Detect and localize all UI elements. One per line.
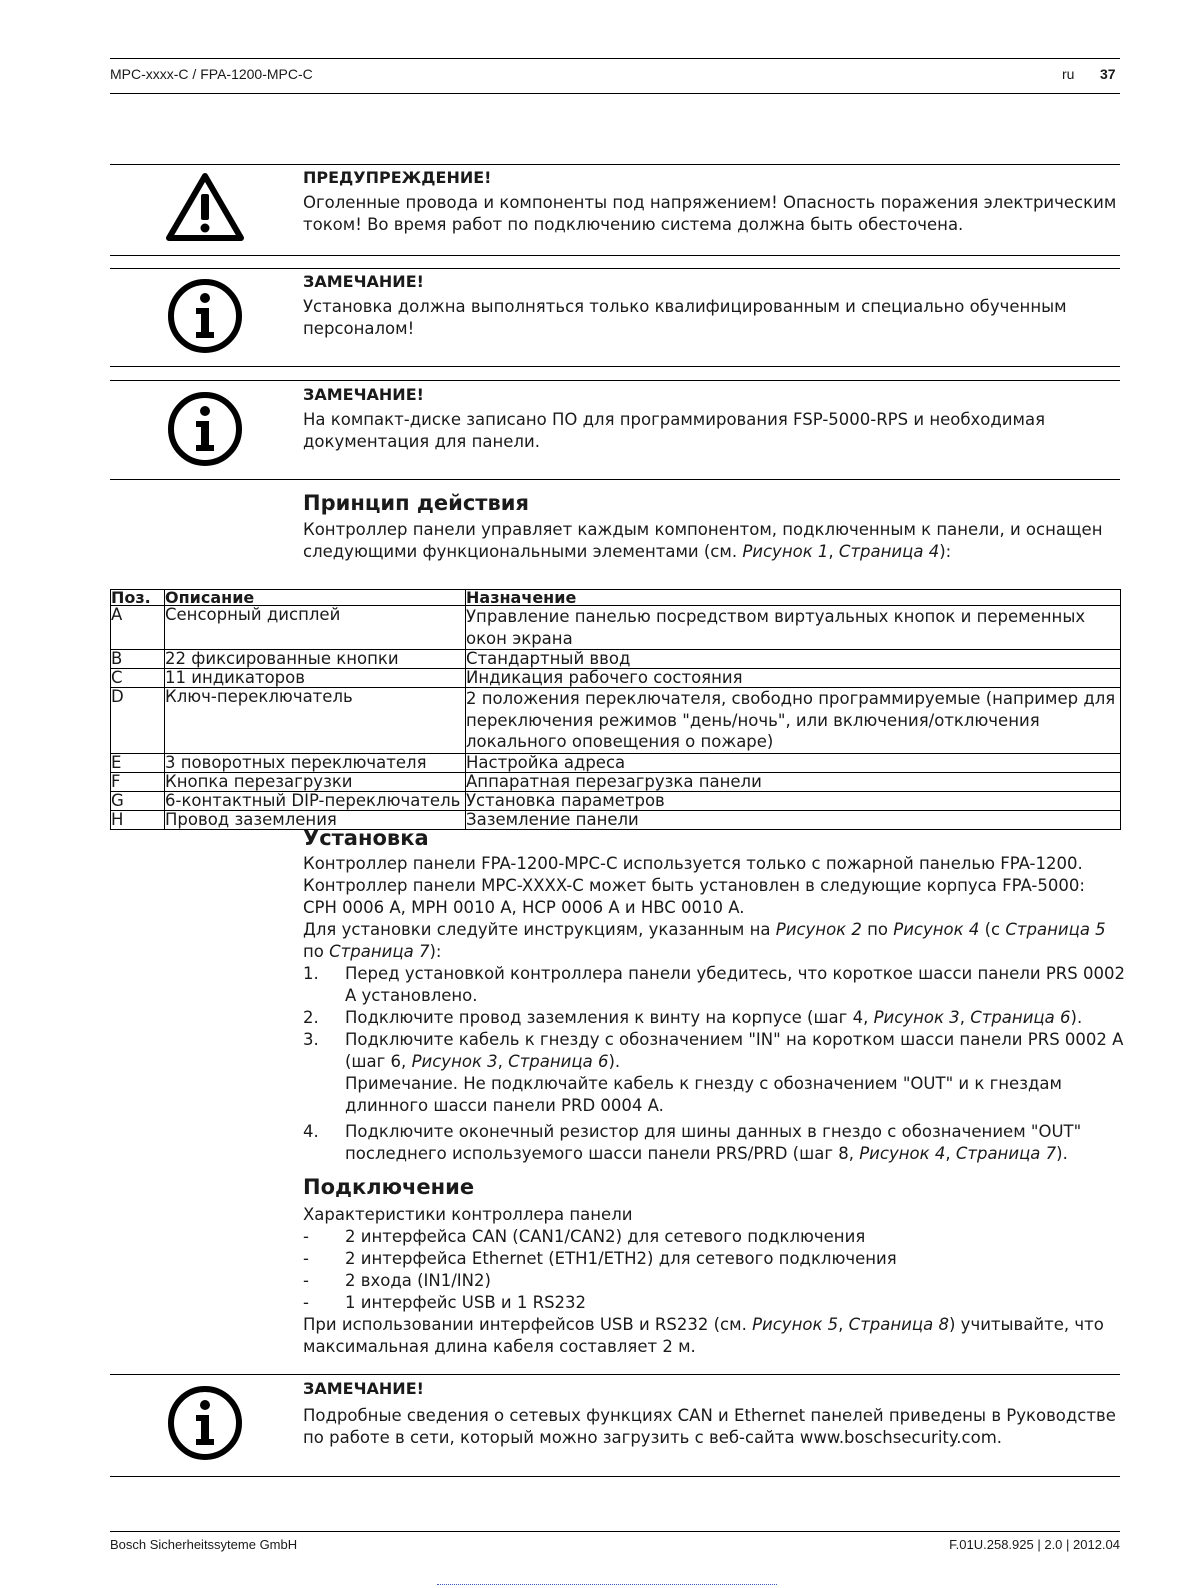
principle-paragraph: Контроллер панели управляет каждым компонентом, подключенным к панели, и оснащен следующими функциональными элементами (см. Рисунок 1, Страница 4): bbox=[303, 520, 1103, 561]
install-paragraph: Контроллер панели FPA-1200-MPC-C используется только с пожарной панелью FPA-1200. Контроллер панели MPC-XXXX-C может быть установлен в следующие корпуса FPA-5000: CPH 0006 A, MPH 0010 A, HCP 0006 A и HBC 0010 A. bbox=[303, 854, 1085, 917]
table-cell: Провод заземления bbox=[165, 810, 466, 829]
page-reference: Страница 7 bbox=[955, 1144, 1057, 1163]
table-cell: Сенсорный дисплей bbox=[165, 606, 466, 650]
table-cell: G bbox=[111, 791, 165, 810]
section-heading-install: Установка bbox=[303, 826, 429, 850]
footer-company: Bosch Sicherheitssyteme GmbH bbox=[110, 1537, 298, 1552]
table-cell: 3 поворотных переключателя bbox=[165, 753, 466, 772]
install-instructions: Для установки следуйте инструкциям, указанным на Рисунок 2 по Рисунок 4 (с Страница 5 по Страница 7): bbox=[303, 920, 1106, 961]
column-header: Поз. bbox=[111, 590, 165, 606]
table-cell: Ключ-переключатель bbox=[165, 688, 466, 754]
notice-text: Подробные сведения о сетевых функциях CAN и Ethernet панелей приведены в Руководстве по работе в сети, который можно загрузить с веб-сайта www.boschsecurity.com. bbox=[303, 1406, 1116, 1447]
table-row bbox=[111, 791, 1121, 810]
table-cell: E bbox=[111, 753, 165, 772]
notice-title: ПРЕДУПРЕЖДЕНИЕ! bbox=[303, 168, 492, 187]
notice-text: На компакт-диске записано ПО для программирования FSP-5000-RPS и необходимая документация для панели. bbox=[303, 410, 1046, 451]
table-row bbox=[111, 650, 1121, 669]
info-icon bbox=[166, 1384, 244, 1466]
notice-rule bbox=[110, 164, 1120, 165]
figure-reference: Рисунок 3 bbox=[873, 1008, 960, 1027]
table-row bbox=[111, 606, 1121, 650]
table-cell: Индикация рабочего состояния bbox=[466, 669, 1121, 688]
notice-rule bbox=[110, 255, 1120, 256]
figure-reference: Рисунок 4 bbox=[893, 920, 980, 939]
table-row bbox=[111, 753, 1121, 772]
footer-doc-ref: F.01U.258.925 | 2.0 | 2012.04 bbox=[949, 1537, 1120, 1552]
notice-text: Оголенные провода и компоненты под напряжением! Опасность поражения электрическим током! Во время работ по подключению система должна быть обесточена. bbox=[303, 193, 1117, 234]
install-note: Примечание. Не подключайте кабель к гнезду с обозначением "OUT" и к гнездам длинного шасси панели PRD 0004 A. bbox=[345, 1074, 1062, 1115]
table-cell: F bbox=[111, 772, 165, 791]
header-page-number: 37 bbox=[1100, 66, 1116, 82]
notice-rule bbox=[110, 366, 1120, 367]
table-cell: H bbox=[111, 810, 165, 829]
table-cell: Аппаратная перезагрузка панели bbox=[466, 772, 1121, 791]
notice-title: ЗАМЕЧАНИЕ! bbox=[303, 1379, 424, 1398]
table-row bbox=[111, 688, 1121, 754]
figure-reference: Рисунок 1 bbox=[742, 542, 829, 561]
figure-reference: Рисунок 3 bbox=[411, 1052, 498, 1071]
page-reference: Страница 8 bbox=[848, 1315, 949, 1334]
info-icon bbox=[166, 390, 244, 472]
table-row bbox=[111, 772, 1121, 791]
info-icon bbox=[166, 277, 244, 359]
notice-rule bbox=[110, 380, 1120, 381]
table-cell: 22 фиксированные кнопки bbox=[165, 650, 466, 669]
figure-reference: Рисунок 2 bbox=[775, 920, 862, 939]
figure-reference: Рисунок 5 bbox=[752, 1315, 839, 1334]
column-header: Описание bbox=[165, 590, 466, 606]
table-cell: A bbox=[111, 606, 165, 650]
table-cell: Стандартный ввод bbox=[466, 650, 1121, 669]
notice-rule bbox=[110, 1476, 1120, 1477]
table-header-row bbox=[111, 590, 1121, 606]
page-reference: Страница 5 bbox=[1005, 920, 1106, 939]
page-reference: Страница 7 bbox=[329, 942, 430, 961]
notice-rule bbox=[110, 1374, 1120, 1375]
table-cell: 6-контактный DIP-переключатель bbox=[165, 791, 466, 810]
table-cell: Установка параметров bbox=[466, 791, 1121, 810]
notice-rule bbox=[110, 479, 1120, 480]
warning-icon bbox=[164, 170, 246, 248]
connection-intro: Характеристики контроллера панели bbox=[303, 1205, 633, 1224]
notice-text: Установка должна выполняться только квалифицированным и специально обученным персоналом! bbox=[303, 297, 1067, 338]
page-reference: Страница 6 bbox=[970, 1008, 1071, 1027]
table-cell: Настройка адреса bbox=[466, 753, 1121, 772]
column-header: Назначение bbox=[466, 590, 1121, 606]
table-cell: C bbox=[111, 669, 165, 688]
table-cell: 2 положения переключателя, свободно программируемые (например для переключения режимов "день/ночь", или включения/отключения локального оповещения о пожаре) bbox=[466, 688, 1121, 754]
table-cell: Кнопка перезагрузки bbox=[165, 772, 466, 791]
section-heading-connection: Подключение bbox=[303, 1175, 475, 1199]
header-lang: ru bbox=[1062, 66, 1075, 82]
notice-title: ЗАМЕЧАНИЕ! bbox=[303, 385, 424, 404]
table-cell: D bbox=[111, 688, 165, 754]
page-reference: Страница 6 bbox=[508, 1052, 609, 1071]
notice-rule bbox=[110, 268, 1120, 269]
connection-outro: При использовании интерфейсов USB и RS232 (см. Рисунок 5, Страница 8) учитывайте, что максимальная длина кабеля составляет 2 м. bbox=[303, 1315, 1104, 1356]
figure-reference: Рисунок 4 bbox=[859, 1144, 946, 1163]
table-row bbox=[111, 669, 1121, 688]
footer-rule bbox=[110, 1531, 1120, 1532]
header-doc-id: MPC-xxxx-C / FPA-1200-MPC-C bbox=[110, 66, 313, 82]
page-reference: Страница 4 bbox=[838, 542, 940, 561]
positions-table bbox=[110, 589, 1121, 830]
table-cell: Управление панелью посредством виртуальных кнопок и переменных окон экрана bbox=[466, 606, 1121, 650]
table-cell: B bbox=[111, 650, 165, 669]
header-bottom-rule bbox=[110, 93, 1120, 94]
section-heading-principle: Принцип действия bbox=[303, 491, 529, 515]
notice-title: ЗАМЕЧАНИЕ! bbox=[303, 272, 424, 291]
page-bottom-divider bbox=[437, 1584, 777, 1585]
table-row bbox=[111, 810, 1121, 829]
header-top-rule bbox=[110, 58, 1120, 59]
table-cell: Заземление панели bbox=[466, 810, 1121, 829]
table-cell: 11 индикаторов bbox=[165, 669, 466, 688]
